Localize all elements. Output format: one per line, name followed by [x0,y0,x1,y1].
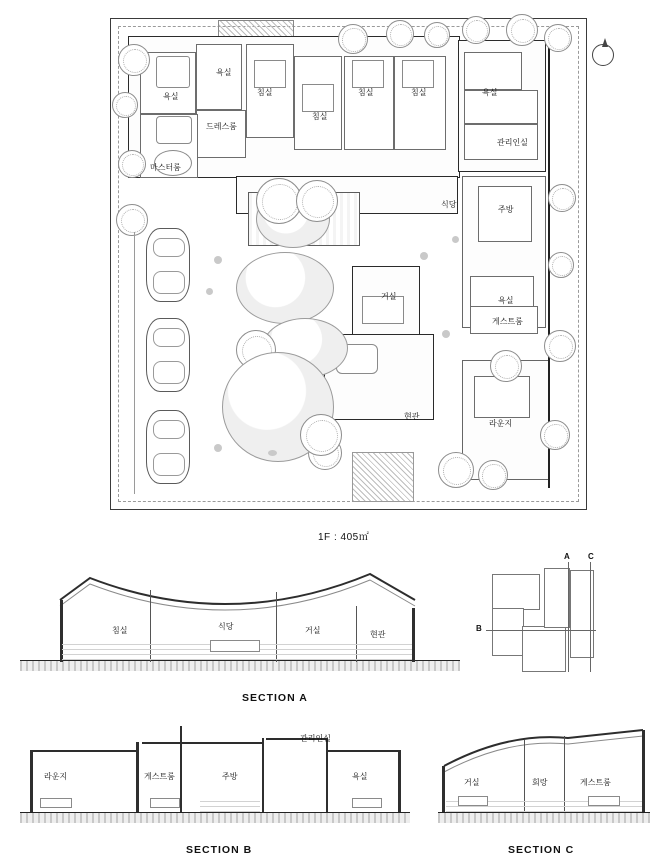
shrub-icon [214,444,222,452]
section-a-room-2: 식당 [218,622,234,631]
plan-room-label: 욕실 [498,296,514,305]
section-c-wall-right [642,730,645,812]
garden-lawn-1 [236,252,334,324]
section-b-room-1: 라운지 [44,772,68,781]
section-b-floor-hatch [200,800,260,812]
tree-icon [116,204,148,236]
tree-icon [462,16,490,44]
tree-icon [544,24,572,52]
section-b-wall-right [398,750,401,812]
plan-room-label: 욕실 [482,88,498,97]
plan-room-label: 게스트룸 [492,317,523,326]
car-icon [146,318,190,392]
tree-icon [548,184,576,212]
furniture-bed-e [402,60,434,88]
key-plan-marker-c: C [588,552,594,561]
section-b-furniture-3 [352,798,382,808]
tree-icon [544,330,576,362]
plan-caption: 1F : 405㎡ [318,532,370,543]
section-b-roof-4 [328,750,400,753]
section-a-table [210,640,260,652]
section-a-wall-right [412,608,415,662]
section-b-wall-3 [180,726,182,812]
section-c-furniture-1 [458,796,488,806]
plan-room-label: 침실 [257,88,273,97]
key-plan-block-4 [544,568,570,628]
key-plan-marker-b: B [476,624,482,633]
tree-icon [338,24,368,54]
section-a-roof-curve [30,560,450,620]
section-b [0,716,420,859]
furniture-bed-b [254,60,286,88]
shrub-icon [214,256,222,264]
plan-room-label: 침실 [312,112,328,121]
section-b-wall-2 [136,742,139,812]
section-a-room-1: 침실 [112,626,128,635]
plan-room-label: 침실 [411,88,427,97]
plan-room-label: 드레스룸 [206,122,237,131]
room-bath-east [464,90,538,124]
section-b-caption: SECTION B [186,844,253,856]
section-c-caption: SECTION C [508,844,575,856]
driveway-edge [134,232,135,494]
tree-icon [424,22,450,48]
furniture-tub [156,56,190,88]
section-c-room-3: 게스트룸 [580,778,611,787]
key-plan-block-3 [522,626,566,672]
car-icon [146,410,190,484]
tree-icon [386,20,414,48]
key-plan-cut-a [568,562,569,672]
section-c-furniture-2 [588,796,620,806]
section-b-wall-4 [262,738,264,812]
room-bath-2 [196,44,242,110]
section-b-room-2: 게스트룸 [144,772,175,781]
shrub-icon [206,288,213,295]
section-a-room-3: 거실 [305,626,321,635]
plan-room-label: 침실 [358,88,374,97]
section-c [428,716,658,859]
section-c-roof-curve [438,724,648,774]
plan-room-label: 욕실 [216,68,232,77]
tree-icon [112,92,138,118]
plan-room-label: 관리인실 [497,138,528,147]
section-b-furniture-2 [150,798,180,808]
plan-room-label: 현관 [404,412,420,421]
section-a [0,560,470,710]
plan-room-label: 주방 [498,205,514,214]
section-c-wall-left [442,766,445,812]
tree-icon [506,14,538,46]
furniture-bed-d [352,60,384,88]
section-b-room-5: 욕실 [352,772,368,781]
tree-icon [478,460,508,490]
section-c-room-1: 거실 [464,778,480,787]
compass-icon [592,44,614,66]
shrub-icon [420,252,428,260]
plan-room-label: 마스터룸 [150,163,181,172]
plan-room-label: 식당 [441,200,457,209]
shrub-icon [442,330,450,338]
room-lounge [474,376,530,418]
tree-icon [548,252,574,278]
section-b-room-3: 주방 [222,772,238,781]
plan-room-label: 욕실 [163,92,179,101]
tree-icon [540,420,570,450]
section-a-room-4: 현관 [370,630,386,639]
tree-icon [490,350,522,382]
room-dressroom [196,110,246,158]
key-plan-cut-b [486,630,596,631]
tree-icon [296,180,338,222]
section-b-wall-left [30,750,33,812]
tree-icon [438,452,474,488]
section-a-ground [20,661,460,671]
key-plan-block-2 [492,608,524,656]
key-plan-cut-c [590,562,591,672]
section-b-furniture-1 [40,798,72,808]
section-a-caption: SECTION A [242,692,308,704]
key-plan-block-1 [492,574,540,610]
entry-paving [352,452,414,502]
furniture-bed-c [302,84,334,112]
section-b-wall-5 [326,738,328,812]
section-b-room-4: 관리인실 [300,734,331,743]
shrub-icon [268,450,277,456]
car-icon [146,228,190,302]
furniture-bed-a [156,116,192,144]
room-east-a [464,52,522,90]
section-c-ground [438,813,650,823]
key-plan-marker-a: A [564,552,570,561]
tree-icon [118,150,146,178]
tree-icon [118,44,150,76]
room-kitchen [478,186,532,242]
section-b-roof-2 [142,742,262,745]
plan-room-label: 거실 [381,292,397,301]
shrub-icon [452,236,459,243]
section-c-room-2: 회랑 [532,778,548,787]
tree-icon [300,414,342,456]
section-b-ground [20,813,410,823]
section-b-roof-1 [30,750,138,753]
key-plan [476,552,653,696]
plan-room-label: 라운지 [489,419,513,428]
